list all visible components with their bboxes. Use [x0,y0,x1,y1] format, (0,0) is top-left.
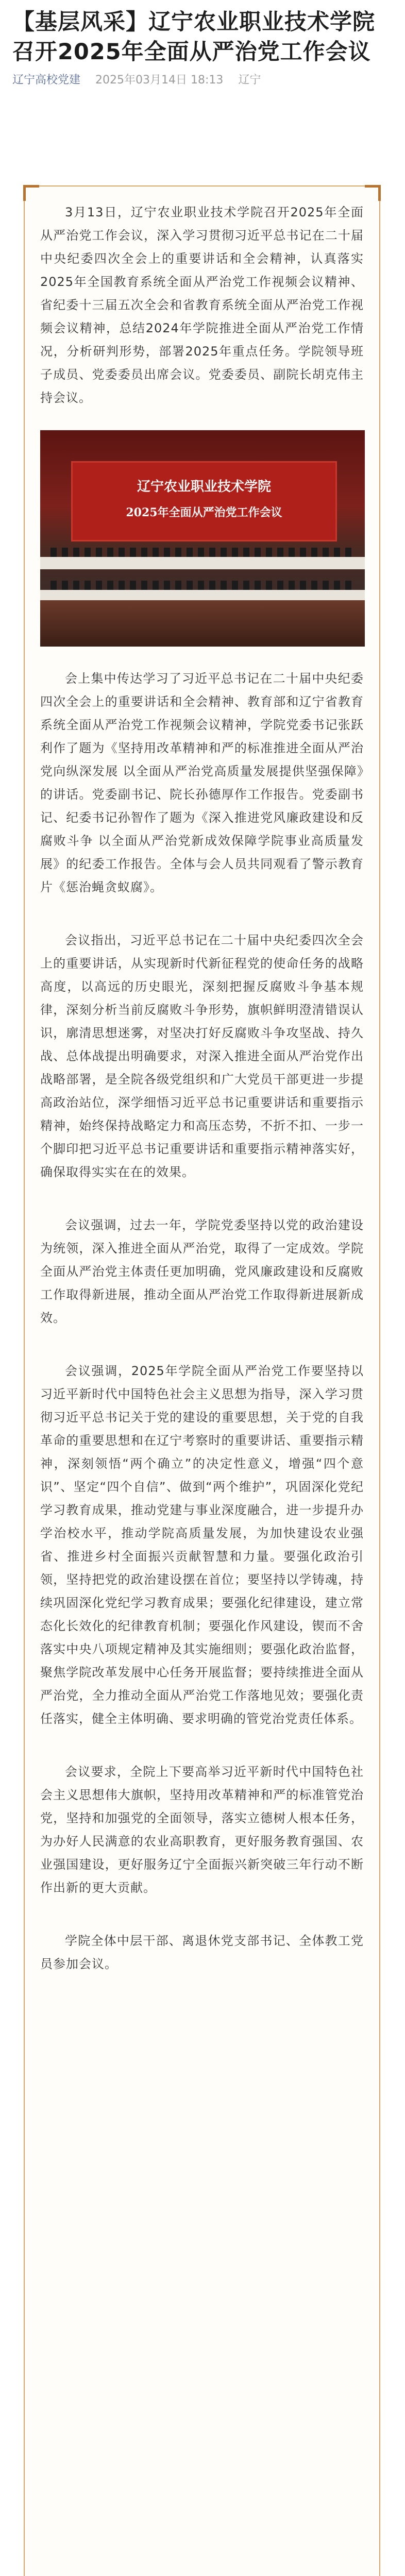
conference-table [40,557,365,569]
publish-date: 2025年03月14日 18:13 [95,74,224,87]
paragraph: 会议强调，过去一年，学院党委坚持以党的政治建设为统领，深入推进全面从严治党，取得了一定成效。学院全面从严治党主体责任更加明确，党风廉政建设和反腐败工作取得新进展，推动全面从严治党工作取得新进展新成效。 [40,1218,364,1325]
article-body-card [24,185,380,2576]
paragraph: 会上集中传达学习了习近平总书记在二十届中央纪委四次全会上的重要讲话和全会精神、教育部和辽宁省教育系统全面从严治党工作视频会议精神，学院党委书记张跃利作了题为《坚持用改革精神和严的标准推进全面从严治党向纵深发展 以全面从严治党高质量发展提供坚强保障》的讲话。党委副书记、院长孙德厚作工作报告。党委副书记、纪委书记孙智作了题为《深入推进党风廉政建设和反腐败斗争 以全面从严治党新成效保障学院事业高质量发展》的纪委工作报告。全体与会人员共同观看了警示教育片《惩治蝇贪蚁腐》。 [40,671,364,894]
paragraph: 3月13日，辽宁农业职业技术学院召开2025年全面从严治党工作会议，深入学习贯彻习近平总书记在二十届中央纪委四次全会上的重要讲话和全会精神，认真落实2025年全国教育系统全面从严治党工作视频会议精神、省纪委十三届五次全会和省教育系统全面从严治党工作视频会议精神，总结2024年学院推进全面从严治党工作情况，分析研判形势，部署2025年重点任务。学院领导班子成员、党委委员出席会议。党委委员、副院长胡克伟主持会议。 [40,205,364,405]
account-name-link[interactable]: 辽宁高校党建 [12,74,81,87]
publish-location: 辽宁 [238,74,261,87]
meeting-banner [71,461,337,541]
paragraph: 学院全体中层干部、离退休党支部书记、全体教工党员参加会议。 [40,1934,364,1971]
banner-line-1: 辽宁农业职业技术学院 [137,479,271,495]
banner-line-2: 2025年全面从严治党工作会议 [126,506,282,519]
paragraph: 会议指出，习近平总书记在二十届中央纪委四次全会上的重要讲话，从实现新时代新征程党的使命任务的战略高度，以高远的历史眼光，深刻把握反腐败斗争基本规律，深刻分析当前反腐败斗争形势，旗帜鲜明澄清错误认识，廓清思想迷雾，对坚决打好反腐败斗争攻坚战、持久战、总体战提出明确要求，对深入推进全面从严治党作出战略部署，是全院各级党组织和广大党员干部更进一步提高政治站位，深学细悟习近平总书记重要讲话和重要指示精神，始终保持战略定力和高压态势，不折不扣、一步一个脚印把习近平总书记重要讲话和重要指示精神落实好，确保取得实实在在的效果。 [40,933,364,1179]
meeting-photo[interactable] [40,430,365,647]
article-meta [12,70,393,91]
attendee-row [50,581,355,590]
corner-decoration-icon [365,185,381,201]
paragraph: 会议要求，全院上下要高举习近平新时代中国特色社会主义思想伟大旗帜，坚持用改革精神和严的标准管党治党，坚持和加强党的全面领导，落实立德树人根本任务，为办好人民满意的农业高职教育，更好服务教育强国、农业强国建设，更好服务辽宁全面振兴新突破三年行动不断作出新的更大贡献。 [40,1765,364,1895]
corner-decoration-icon [23,185,39,201]
article-title: 【基层风采】辽宁农业职业技术学院召开2025年全面从严治党工作会议 [12,9,375,65]
paragraph: 会议强调，2025年学院全面从严治党工作要坚持以习近平新时代中国特色社会主义思想为指导，深入学习贯彻习近平总书记关于党的建设的重要思想，关于党的自我革命的重要思想和在辽宁考察时的重要讲话、重要指示精神，深刻领悟“两个确立”的决定性意义，增强“四个意识”、坚定“四个自信”、做到“两个维护”，巩固深化党纪学习教育成果，推动党建与事业深度融合，进一步提升办学治校水平，推动学院高质量发展，为加快建设农业强省、推进乡村全面振兴贡献智慧和力量。要强化政治引领，坚持把党的政治建设摆在首位；要坚持以学铸魂，持续巩固深化党纪学习教育成果；要强化纪律建设，建立常态化长效化的纪律教育机制；要强化作风建设，锲而不舍落实中央八项规定精神及其实施细则；要强化政治监督，聚焦学院改革发展中心任务开展监督；要持续推进全面从严治党，全力推动全面从严治党工作落地见效；要强化责任落实，健全主体明确、要求明确的管党治党责任体系。 [40,1364,364,1726]
hall-floor [40,600,365,647]
attendee-row [50,548,355,557]
